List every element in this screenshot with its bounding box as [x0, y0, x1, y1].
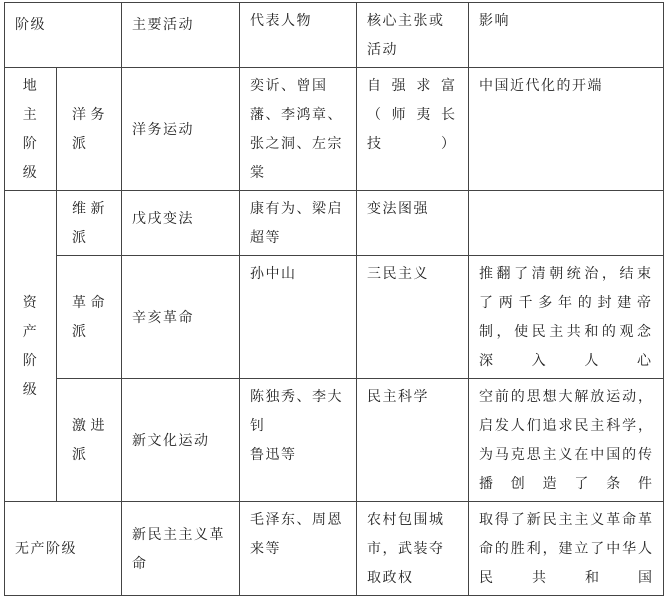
header-people: 代表人物: [240, 3, 357, 68]
group-landlord-label: 地主阶级: [22, 78, 39, 181]
activity-jijin: 新文化运动: [122, 379, 240, 502]
table-row-yangwu: [5, 68, 664, 191]
impact-geming: 推翻了清朝统治，结束了两千多年的封建帝制，使民主共和的观念深入人心: [469, 256, 664, 379]
idea-jijin: 民主科学: [357, 379, 469, 502]
activity-wuchan: 新民主主义革命: [122, 502, 240, 596]
activity-weixin: 戊戌变法: [122, 191, 240, 256]
header-row: [5, 3, 664, 68]
group-bourgeois-label: 资产阶级: [22, 295, 39, 398]
faction-jijin-label: 激进派: [72, 418, 106, 463]
history-table: [4, 2, 664, 596]
impact-weixin: [469, 191, 664, 256]
people-geming: 孙中山: [240, 256, 357, 379]
faction-geming: [57, 256, 122, 379]
idea-geming: 三民主义: [357, 256, 469, 379]
group-bourgeois: [5, 191, 57, 502]
people-wuchan: 毛泽东、周恩来等: [240, 502, 357, 596]
table-row-wuchan: [5, 502, 664, 596]
header-activity: 主要活动: [122, 3, 240, 68]
idea-weixin: 变法图强: [357, 191, 469, 256]
people-jijin: [240, 379, 357, 502]
faction-yangwu: [57, 68, 122, 191]
group-wuchan: 无产阶级: [5, 502, 122, 596]
idea-wuchan: 农村包围城市，武装夺取政权: [357, 502, 469, 596]
impact-wuchan: 取得了新民主主义革命革命的胜利，建立了中华人民共和国: [469, 502, 664, 596]
faction-weixin: [57, 191, 122, 256]
header-idea: 核心主张或活动: [357, 3, 469, 68]
table-row-weixin: [5, 191, 664, 256]
header-class: 阶级: [5, 3, 122, 68]
table-row-jijin: [5, 379, 664, 502]
table-row-geming: [5, 256, 664, 379]
header-impact: 影响: [469, 3, 664, 68]
group-landlord: [5, 68, 57, 191]
people-weixin: 康有为、梁启超等: [240, 191, 357, 256]
faction-yangwu-label: 洋务派: [72, 107, 106, 152]
impact-yangwu: 中国近代化的开端: [469, 68, 664, 191]
people-jijin-line1: 陈独秀、李大钊: [250, 389, 343, 434]
idea-yangwu: 自强求富（师夷长技）: [357, 68, 469, 191]
faction-weixin-label: 维新派: [72, 201, 106, 246]
faction-jijin: [57, 379, 122, 502]
activity-yangwu: 洋务运动: [122, 68, 240, 191]
people-jijin-line2: 鲁迅等: [250, 447, 297, 463]
people-yangwu: 奕䜣、曾国藩、李鸿章、张之洞、左宗棠: [240, 68, 357, 191]
impact-jijin: 空前的思想大解放运动，启发人们追求民主科学，为马克思主义在中国的传播创造了条件: [469, 379, 664, 502]
activity-geming: 辛亥革命: [122, 256, 240, 379]
faction-geming-label: 革命派: [72, 295, 106, 340]
